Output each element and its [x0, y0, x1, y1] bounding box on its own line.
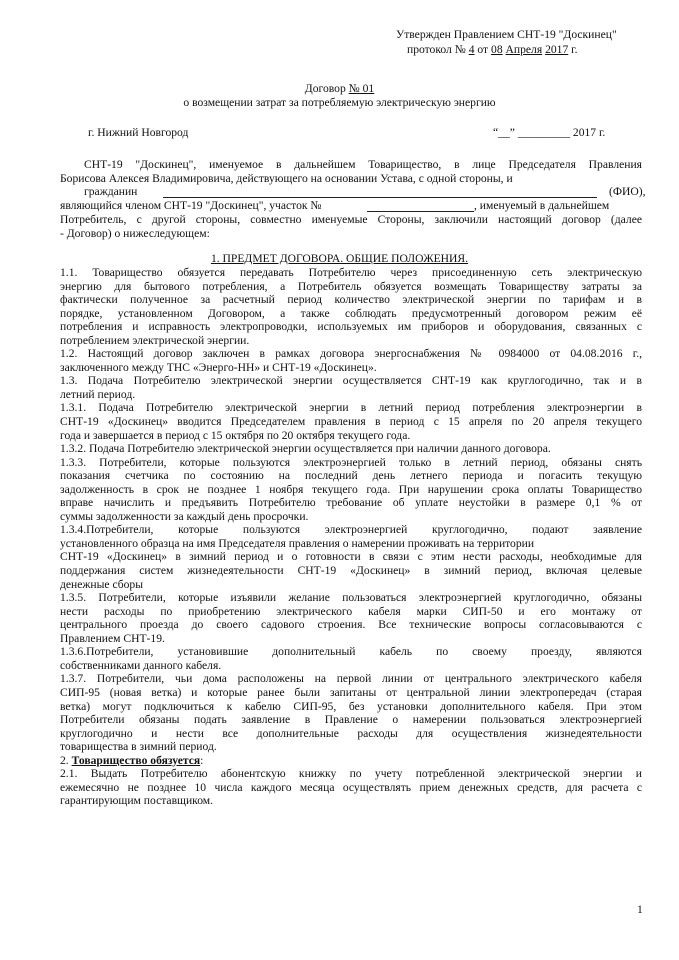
preamble-line: Потребитель, с другой стороны, совместно именуемые Стороны, заключили настоящий договор (далее: [60, 213, 642, 226]
clause-1-1-line: энергию для бытового потребления, а Потребитель обязуется возмещать Товариществу затраты за: [60, 279, 642, 293]
preamble-line: Борисова Алексея Владимировича, действующего на основании Устава, с одной стороны, и: [60, 171, 513, 185]
preamble-end: [60, 213, 642, 240]
clause-1-3-1-line: года и завершается в период с 15 октября по 20 октября текущего года.: [60, 428, 411, 442]
clause-1-3-3-line: показания счетчика по состоянию на последний день летнего периода и погасить текущую: [60, 469, 642, 483]
clause-1-3-4-line: денежные сборы: [60, 577, 144, 591]
preamble-member-text-2: , именуемый в дальнейшем: [474, 199, 610, 212]
clause-1-2-line: заключенного между ТНС «Энерго-НН» и СНТ-19 «Доскинец».: [60, 360, 377, 374]
section-1-heading: 1. ПРЕДМЕТ ДОГОВОРА. ОБЩИЕ ПОЛОЖЕНИЯ.: [210, 252, 469, 265]
section-2-colon: :: [200, 753, 204, 767]
approval-suffix: г.: [571, 43, 578, 56]
clause-1-3-4-line: установленного образца на имя Председателя правления о намерении проживать на территории: [60, 536, 535, 550]
clause-1-3-7-line: ветка) могут подключиться к кабелю СИП-95, без установки дополнительного кабеля. При этом: [60, 699, 642, 713]
approval-protocol-prefix: протокол №: [407, 43, 466, 56]
clause-1-3-3-line: задолженность в срок не позднее 1 ноября текущего года. При нарушении срока оплаты Товарищество: [60, 482, 642, 496]
section-2-heading: [60, 754, 642, 768]
clause-1-3-7-line: СИП-95 (новая ветка) и которые ранее были запитаны от центральной линии электропередач (старая: [60, 685, 642, 699]
clause-1-3-7-line: круглогодично и нести все дополнительные расходы для осуществления жизнедеятельности: [60, 726, 642, 740]
clause-1-3-7-line: 1.3.7. Потребители, чьи дома расположены на первой линии от центрального электрического кабеля: [60, 672, 642, 686]
page-number: 1: [637, 903, 643, 916]
date-month-blank: _________: [517, 126, 570, 139]
preamble-member-text: являющийся членом СНТ-19 "Доскинец", участок №: [60, 199, 322, 212]
date-quote-close: ”: [509, 126, 515, 139]
clause-1-3-5-line: нести расходы по приобретению электрического кабеля марки СИП-50 и его монтажу от: [60, 604, 642, 618]
approval-month: Апреля: [505, 43, 543, 56]
clause-1-1-line: потреблением электрической энергии.: [60, 333, 250, 347]
plot-number-blank-line: [367, 211, 474, 212]
clause-1-3-2-line: 1.3.2. Подача Потребителю электрической энергии осуществляется при наличии данного договора.: [60, 442, 551, 456]
approval-day: 08: [491, 43, 503, 56]
clause-1-3-6-line: собственниками данного кабеля.: [60, 658, 222, 672]
date-quote-open: “: [493, 126, 499, 139]
clause-2-1-line: 2.1. Выдать Потребителю абонентскую книжку по учету потребленной электрической энергии и: [60, 767, 642, 781]
preamble-citizen-label: гражданин: [84, 185, 138, 198]
preamble-fio-label: (ФИО),: [609, 185, 646, 198]
fio-blank-line: [163, 197, 597, 198]
clause-1-3-5-line: 1.3.5. Потребители, которые изъявили желание пользоваться электроэнергией круглогодично, обязаны: [60, 591, 642, 605]
clause-1-3-1-line: СНТ-19 «Доскинец» вводится Председателем правления в период с 15 апреля по 20 апреля текущего: [60, 415, 642, 429]
clause-1-3-5-line: Правлением СНТ-19.: [60, 631, 165, 645]
clause-1-3-6-line: 1.3.6.Потребители, установившие дополнительный кабель по своему проезду, являются: [60, 645, 642, 659]
contract-title: [0, 82, 679, 96]
clause-2-1-line: гарантирующим поставщиком.: [60, 794, 214, 808]
approval-year: 2017: [545, 43, 569, 56]
clause-1-3-4-line: 1.3.4.Потребители, которые пользуются электроэнергией круглогодично, подают заявление: [60, 523, 642, 537]
city: г. Нижний Новгород: [88, 126, 189, 139]
contract-number: № 01: [348, 82, 375, 95]
clause-1-3-4-line: поддержания систем жизнедеятельности СНТ-19 «Доскинец» в зимний период, включая целевые: [60, 564, 642, 578]
clause-2-1-line: ежемесячно не позднее 10 числа каждого месяца осуществлять прием денежных средств, для расчета с: [60, 780, 642, 794]
section-2-title: Товарищество обязуется: [71, 753, 201, 767]
clause-1-3-1-line: 1.3.1. Подача Потребителю электрической энергии в летний период потребления электроэнергии в: [60, 401, 642, 415]
contract-title-prefix: Договор: [304, 82, 346, 95]
clause-1-1-line: порядке, установленном Договором, а также соблюдать предусмотренный договором режим её: [60, 306, 642, 320]
clause-1-3-4-line: СНТ-19 «Доскинец» в зимний период и о готовности в связи с этим нести расходы, необходимые для: [60, 550, 642, 564]
preamble-line: СНТ-19 "Доскинец", именуемое в дальнейшем Товарищество, в лице Председателя Правления: [84, 158, 642, 171]
clause-1-3-line: 1.3. Подача Потребителю электрической энергии осуществляется СНТ-19 как круглогодично, так и в: [60, 374, 642, 388]
approval-line-2: [407, 43, 578, 57]
preamble: [60, 158, 642, 185]
clause-1-1-line: потребления и исправность электропроводки, используемых им приборов и оборудования, связанных с: [60, 320, 642, 334]
clause-1-3-7-line: товарищества в зимний период.: [60, 740, 217, 754]
approval-line-1: Утвержден Правлением СНТ-19 "Доскинец": [396, 28, 617, 41]
clause-1-3-line: летний период.: [60, 387, 136, 401]
clause-1-1-line: фактически полученное за расчетный период количество электрической энергии по тарифам и в: [60, 293, 642, 307]
section-1-body: [60, 266, 642, 808]
date-day-blank: __: [498, 126, 510, 139]
clause-1-3-3-line: вправе начислить и предъявить Потребителю требование об уплате неустойки в размере 0,1 % от: [60, 496, 642, 510]
clause-1-3-5-line: центрального проезда до своего садового строения. Все технические вопросы согласовываются с: [60, 618, 642, 632]
clause-1-2-line: 1.2. Настоящий договор заключен в рамках договора энергоснабжения № 0984000 от 04.08.2016 г.,: [60, 347, 642, 361]
preamble-line: - Договор) о нижеследующем:: [60, 226, 210, 240]
contract-subtitle: о возмещении затрат за потребляемую электрическую энергию: [183, 96, 496, 109]
approval-from: от: [477, 43, 489, 56]
date-year: 2017 г.: [572, 126, 606, 139]
clause-1-3-7-line: Потребители обязаны подать заявление в Правление о намерении пользоваться электроэнергией: [60, 713, 642, 727]
contract-date: [493, 126, 605, 140]
clause-1-3-3-line: суммы задолженности за каждый день просрочки.: [60, 509, 309, 523]
section-2-number: 2.: [60, 753, 69, 767]
clause-1-3-3-line: 1.3.3. Потребители, которые пользуются электроэнергией только в летний период, обязаны снять: [60, 455, 642, 469]
approval-protocol-number: 4: [468, 43, 475, 56]
clause-1-1-line: 1.1. Товарищество обязуется передавать Потребителю через присоединенную сеть электрическую: [60, 266, 642, 279]
